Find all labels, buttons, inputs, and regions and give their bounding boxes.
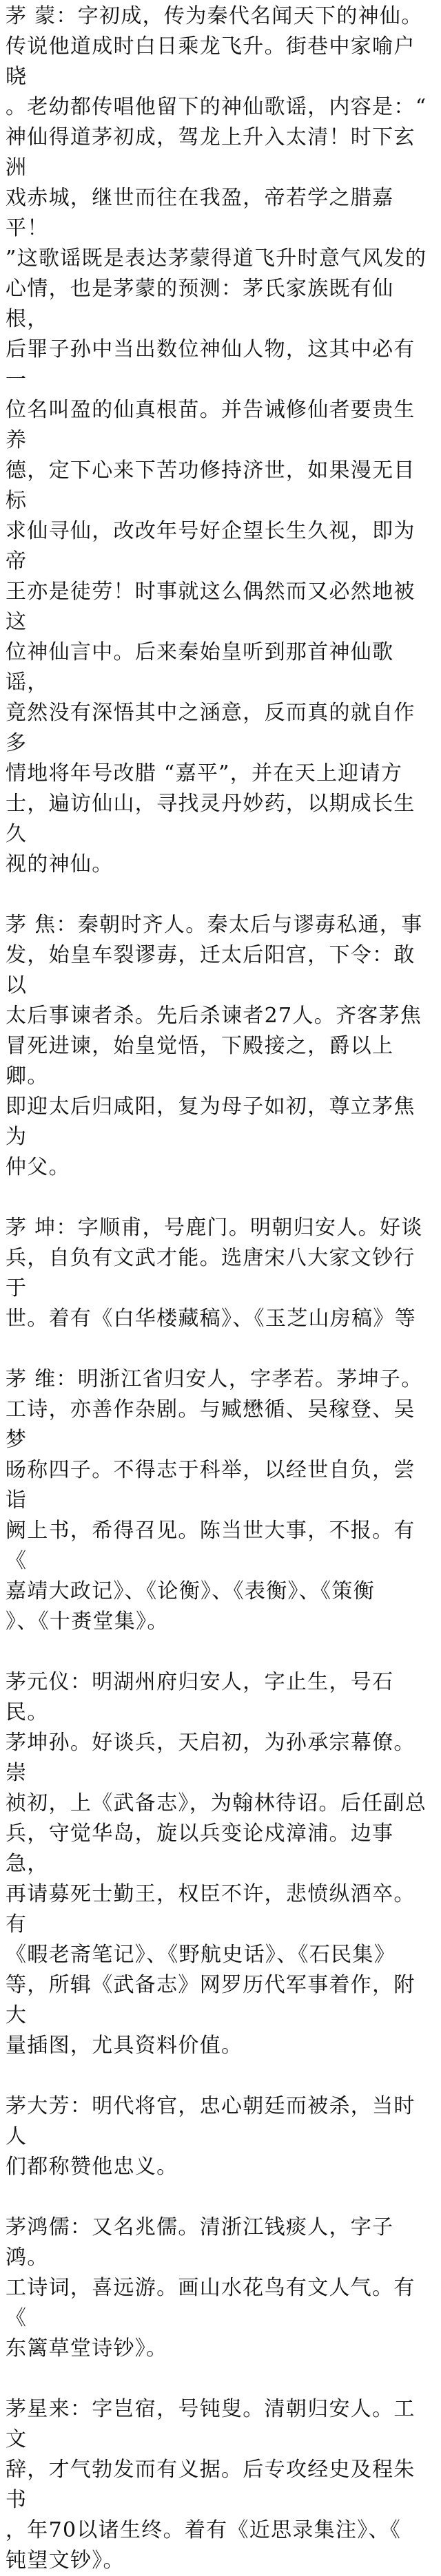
text-line: 阙上书，希得召见。陈当世大事，不报。有《 [6, 1519, 416, 1573]
text-line: 们都称赞他忠义。 [6, 2155, 178, 2179]
text-line: 茅大芳：明代将官，忠心朝廷而被杀，当时人 [6, 2094, 416, 2149]
text-line: 士，遍访仙山，寻找灵丹妙药，以期成长生久 [6, 792, 416, 846]
text-line: 再请募死士勤王，权臣不许，悲愤纵酒卒。有 [6, 1882, 416, 1936]
text-line: 旸称四子。不得志于科举，以经世自负，尝诣 [6, 1458, 416, 1512]
text-line: 仲父。 [6, 1155, 70, 1179]
text-line: 工诗，亦善作杂剧。与臧懋循、吴稼登、吴梦 [6, 1397, 416, 1452]
text-line: 茅鸿儒：又名兆儒。清浙江钱痰人，字子鸿。 [6, 2215, 394, 2270]
text-line: 茅坤孙。好谈兵，天启初，为孙承宗幕僚。崇 [6, 1731, 416, 1785]
text-line: 辞，才气勃发而有义据。后专攻经史及程朱书 [6, 2458, 416, 2512]
text-line: 茅 焦：秦朝时齐人。秦太后与谬毐私通，事 [6, 913, 423, 937]
text-line: 钝望文钞》。 [6, 2548, 125, 2573]
text-line: 视的神仙。 [6, 852, 114, 876]
text-line: 。老幼都传唱他留下的神仙歌谣，内容是：“ [6, 95, 427, 119]
text-line: 兵，守觉华岛，旋以兵变论戍漳浦。边事急， [6, 1822, 394, 1876]
text-line: ，年70以诸生终。着有《近思录集注》、《 [6, 2518, 402, 2542]
biography-entry [6, 1364, 435, 1637]
text-line: 工诗词，喜远游。画山水花鸟有文人气。有《 [6, 2276, 416, 2330]
text-line: 情地将年号改腊 “嘉平”，并在天上迎请方 [6, 761, 403, 785]
text-line: 传说他道成时白日乘龙飞升。街巷中家喻户晓 [6, 34, 416, 89]
text-line: 世。着有《白华楼藏稿》、《玉芝山房稿》等 [6, 1307, 416, 1331]
text-line: 东篱草堂诗钞》。 [6, 2336, 168, 2361]
text-line: 茅 坤：字顺甫，号鹿门。明朝归安人。好谈 [6, 1216, 423, 1240]
text-line: 量插图，尤具资料价值。 [6, 2034, 243, 2058]
text-line: 后罪子孙中当出数位神仙人物，这其中必有一 [6, 337, 416, 392]
text-line: 茅 蒙：字初成，传为秦代名闻天下的神仙。 [6, 4, 423, 28]
text-line: ”这歌谣既是表达茅蒙得道飞升时意气风发的 [6, 246, 427, 271]
biography-entry [6, 1213, 435, 1334]
text-line: 茅 维：明浙江省归安人，字孝若。茅坤子。 [6, 1367, 423, 1391]
biography-entry [6, 2394, 435, 2576]
text-line: 发，始皇车裂谬毐，迁太后阳宫，下令：敢以 [6, 943, 416, 997]
text-line: 茅星来：字岂宿，号钝叟。清朝归安人。工文 [6, 2397, 416, 2451]
biography-entry [6, 910, 435, 1183]
text-line: 茅元仪：明湖州府归安人，字止生，号石民。 [6, 1670, 394, 1724]
text-line: 祯初，上《武备志》，为翰林待诏。后任副总 [6, 1791, 427, 1815]
text-line: 冒死进谏，始皇觉悟，下殿接之，爵以上卿。 [6, 1034, 394, 1088]
text-line: 《暇老斋笔记》、《野航史话》、《石民集》 [6, 1943, 396, 1967]
text-line: 等，所辑《武备志》网罗历代军事着作，附大 [6, 1973, 416, 2027]
text-line: 太后事谏者杀。先后杀谏者27人。齐客茅焦 [6, 1004, 422, 1028]
biography-entry [6, 1667, 435, 2061]
text-line: 戏赤城，继世而往在我盈，帝若学之腊嘉平！ [6, 186, 394, 240]
biography-entry [6, 1, 435, 880]
text-line: 即迎太后归咸阳，复为母子如初，尊立茅焦为 [6, 1095, 416, 1149]
text-line: 》、《十赉堂集》。 [6, 1609, 169, 1634]
text-line: 兵，自负有文武才能。选唐宋八大家文钞行于 [6, 1246, 416, 1300]
text-line: 位神仙言中。后来秦始皇听到那首神仙歌谣， [6, 640, 394, 695]
text-line: 位名叫盈的仙真根苗。并告诫修仙者要贵生养 [6, 398, 416, 452]
text-line: 德，定下心来下苦功修持济世，如果漫无目标 [6, 458, 416, 513]
text-line: 王亦是徒劳！时事就这么偶然而又必然地被这 [6, 580, 416, 634]
text-line: 心情，也是茅蒙的预测：茅氏家族既有仙根， [6, 277, 394, 331]
text-line: 嘉靖大政记》、《论衡》、《表衡》、《策衡 [6, 1579, 375, 1603]
text-line: 神仙得道茅初成，驾龙上升入太清！时下玄洲 [6, 125, 416, 180]
text-line: 竟然没有深悟其中之涵意，反而真的就自作多 [6, 701, 416, 755]
text-line: 求仙寻仙，改改年号好企望长生久视，即为帝 [6, 519, 416, 573]
biography-entry [6, 2091, 435, 2182]
biography-entry [6, 2213, 435, 2364]
